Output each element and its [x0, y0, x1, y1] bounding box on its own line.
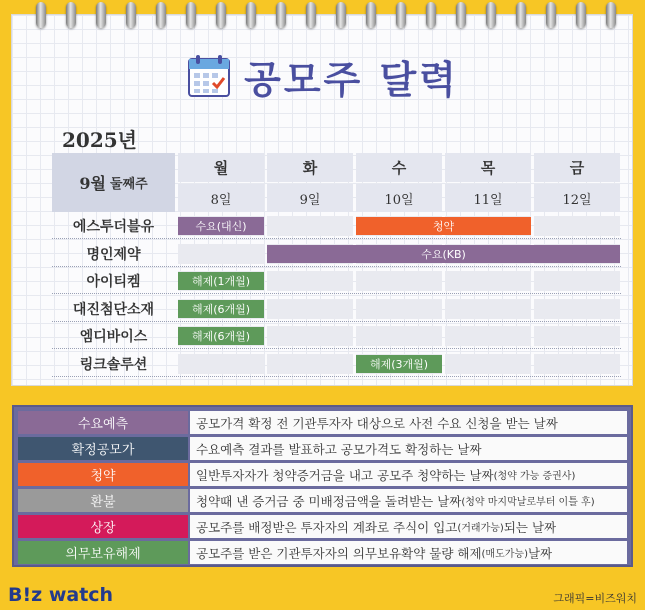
- legend-note: (청약 마지막날로부터 이틀 후): [461, 497, 595, 508]
- day-cell: [534, 299, 620, 319]
- legend-description: [190, 411, 627, 434]
- binder-ring: [126, 2, 136, 28]
- legend-key: 상장: [18, 515, 188, 538]
- calendar-icon: [186, 53, 232, 99]
- day-cell: [534, 216, 620, 236]
- title-area: [0, 50, 645, 102]
- day-cell: [267, 326, 353, 346]
- legend-desc-tail: 되는 날짜: [503, 519, 557, 535]
- binder-ring: [306, 2, 316, 28]
- event-bar: 해제(3개월): [356, 355, 442, 373]
- legend-row: [14, 463, 635, 488]
- weekday-header: 월: [178, 153, 264, 182]
- company-name: 아이티켐: [86, 274, 141, 290]
- legend-note: (매도가능): [481, 549, 528, 560]
- day-cell: [267, 271, 353, 291]
- day-cell: [356, 326, 442, 346]
- legend-key: 환불: [18, 489, 188, 512]
- binder-ring: [396, 2, 406, 28]
- binder-ring: [336, 2, 346, 28]
- binder-ring: [66, 2, 76, 28]
- company-name: 대진첨단소재: [72, 301, 155, 318]
- weekday-header: 목: [445, 153, 531, 182]
- legend-desc-text: 공모가격 확정 전 기관투자자 대상으로 사전 수요 신청을 받는 날짜: [196, 415, 558, 431]
- legend-row: [14, 515, 635, 540]
- date-header: 9일: [267, 184, 353, 212]
- week-ordinal: 둘째주: [109, 177, 148, 192]
- day-cell: [445, 326, 531, 346]
- binder-ring: [486, 2, 496, 28]
- legend-key: 확정공모가: [18, 437, 188, 460]
- binder-ring: [216, 2, 226, 28]
- day-cell: [534, 354, 620, 374]
- binder-ring: [606, 2, 616, 28]
- day-cell: [356, 271, 442, 291]
- legend-desc-text: 공모주를 배정받은 투자자의 계좌로 주식이 입고: [196, 519, 458, 535]
- company-name: 엠디바이스: [79, 329, 148, 345]
- weekday-header: 화: [267, 153, 353, 182]
- day-cell: [178, 244, 264, 264]
- company-row: [52, 213, 621, 239]
- legend-row: [14, 489, 635, 514]
- binder-ring: [96, 2, 106, 28]
- day-cell: [534, 271, 620, 291]
- day-cell: [267, 299, 353, 319]
- binder-ring: [246, 2, 256, 28]
- binder-ring: [186, 2, 196, 28]
- binder-ring: [576, 2, 586, 28]
- day-cell: [534, 326, 620, 346]
- legend-note: (청약 가능 증권사): [493, 471, 576, 482]
- binder-ring: [546, 2, 556, 28]
- legend-note: (거래가능): [457, 523, 504, 534]
- binder-ring: [276, 2, 286, 28]
- day-cell: [445, 354, 531, 374]
- legend-description: [190, 489, 627, 512]
- date-header: 12일: [534, 184, 620, 212]
- legend-desc-tail: 날짜: [527, 545, 553, 561]
- graphic-credit: 그래픽=비즈워치: [553, 592, 637, 605]
- legend-key: 청약: [18, 463, 188, 486]
- company-name: 명인제약: [86, 246, 141, 263]
- legend-key: 수요예측: [18, 411, 188, 434]
- week-month: 9월: [79, 174, 106, 193]
- weekday-header: 금: [534, 153, 620, 182]
- legend-description: [190, 541, 627, 564]
- company-name: 에스투더블유: [72, 219, 155, 235]
- date-header: 11일: [445, 184, 531, 212]
- day-cell: [356, 299, 442, 319]
- binder-ring: [426, 2, 436, 28]
- day-cell: [267, 354, 353, 374]
- brand-logo: B!z watch: [8, 584, 114, 606]
- day-cell: [267, 216, 353, 236]
- company-row: [52, 323, 621, 349]
- legend-desc-text: 공모주를 받은 기관투자자의 의무보유확약 물량 해제: [196, 545, 482, 561]
- binder-ring: [456, 2, 466, 28]
- page-title: 공모주 달력: [244, 57, 459, 102]
- date-header: 10일: [356, 184, 442, 212]
- event-bar: 수요(KB): [267, 245, 620, 263]
- legend-row: [14, 411, 635, 436]
- company-row: [52, 268, 621, 294]
- event-bar: 수요(대신): [178, 217, 264, 235]
- company-row: [52, 296, 621, 322]
- year-label: 2025년: [62, 128, 137, 152]
- legend-key: 의무보유해제: [18, 541, 188, 564]
- event-bar: 해제(1개월): [178, 272, 264, 290]
- legend-panel: [12, 405, 633, 567]
- date-header: 8일: [178, 184, 264, 212]
- legend-desc-text: 일반투자자가 청약증거금을 내고 공모주 청약하는 날짜: [196, 467, 494, 483]
- binder-ring: [36, 2, 46, 28]
- weekday-header: 수: [356, 153, 442, 182]
- legend-description: [190, 463, 627, 486]
- event-bar: 청약: [356, 217, 531, 235]
- day-cell: [178, 354, 264, 374]
- week-label: [52, 153, 175, 212]
- day-cell: [445, 271, 531, 291]
- legend-row: [14, 437, 635, 462]
- company-row: [52, 351, 621, 377]
- binder-ring: [156, 2, 166, 28]
- company-name: 링크솔루션: [79, 356, 148, 373]
- event-bar: 해제(6개월): [178, 327, 264, 345]
- legend-description: [190, 437, 627, 460]
- binder-ring: [516, 2, 526, 28]
- legend-row: [14, 541, 635, 566]
- legend-desc-text: 수요예측 결과를 발표하고 공모가격도 확정하는 날짜: [196, 441, 482, 457]
- day-cell: [445, 299, 531, 319]
- legend-desc-text: 청약때 낸 증거금 중 미배정금액을 돌려받는 날짜: [196, 493, 462, 509]
- company-row: [52, 241, 621, 267]
- binder-ring: [366, 2, 376, 28]
- event-bar: 해제(6개월): [178, 300, 264, 318]
- legend-description: [190, 515, 627, 538]
